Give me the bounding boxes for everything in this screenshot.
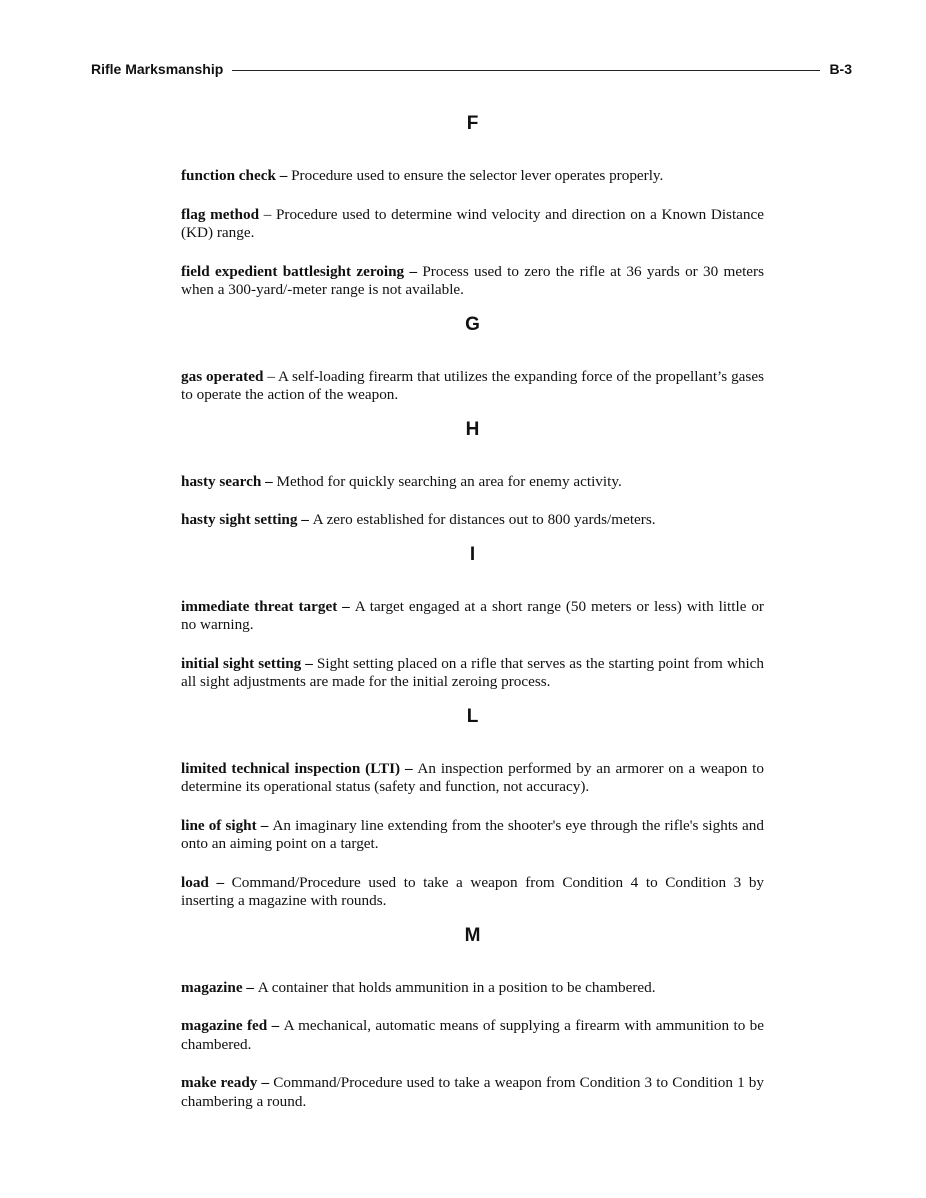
glossary-term: hasty sight setting bbox=[181, 511, 298, 528]
glossary-term: flag method bbox=[181, 205, 260, 223]
glossary-definition: A container that holds ammunition in a position to be chambered. bbox=[257, 978, 656, 996]
glossary-definition: Procedure used to determine wind velocity and direction on a Known Distance (KD) range. bbox=[181, 205, 764, 241]
term-separator: – bbox=[242, 978, 258, 996]
glossary-term: hasty search bbox=[181, 472, 262, 490]
term-separator: – bbox=[256, 816, 273, 834]
term-separator: – bbox=[263, 367, 278, 385]
glossary-entry-load bbox=[181, 874, 764, 911]
section-heading-m: M bbox=[464, 924, 481, 946]
term-separator: – bbox=[337, 597, 355, 615]
glossary-term: field expedient battlesight zeroing bbox=[181, 262, 405, 280]
glossary-definition: Process used to zero the rifle at 36 yards or 30 meters when a 300-yard/-meter range is not available. bbox=[181, 262, 764, 298]
section-heading-h: H bbox=[465, 418, 480, 440]
glossary-entry-line-of-sight bbox=[181, 817, 764, 854]
glossary-definition: Method for quickly searching an area for enemy activity. bbox=[276, 472, 622, 490]
term-separator: – bbox=[400, 759, 418, 777]
glossary-entry-flag-method bbox=[181, 206, 764, 243]
term-separator: – bbox=[267, 1017, 284, 1034]
page-number: B-3 bbox=[829, 61, 852, 77]
glossary-entry-hasty-search bbox=[181, 473, 764, 492]
term-separator: – bbox=[301, 654, 317, 672]
glossary-term: line of sight bbox=[181, 816, 257, 834]
page-header bbox=[91, 60, 852, 78]
glossary-definition: An inspection performed by an armorer on a weapon to determine its operational status (safety and function, not accuracy). bbox=[181, 759, 764, 795]
glossary-term: magazine bbox=[181, 978, 243, 996]
glossary-term: gas operated bbox=[181, 367, 264, 385]
section-heading-l: L bbox=[466, 705, 479, 727]
glossary-term: initial sight setting bbox=[181, 654, 302, 672]
glossary-term: magazine fed bbox=[181, 1017, 268, 1034]
glossary-definition: A target engaged at a short range (50 meters or less) with little or no warning. bbox=[181, 597, 764, 633]
glossary-entry-magazine-fed bbox=[181, 1017, 764, 1054]
glossary-entry-hasty-sight-setting bbox=[181, 511, 764, 530]
glossary-entry-limited-technical-inspection bbox=[181, 760, 764, 797]
glossary-entry-make-ready bbox=[181, 1074, 764, 1111]
glossary-body bbox=[181, 112, 764, 1131]
header-title: Rifle Marksmanship bbox=[91, 61, 224, 77]
term-separator: – bbox=[404, 262, 423, 280]
term-separator: – bbox=[257, 1074, 274, 1091]
glossary-term: load bbox=[181, 873, 209, 891]
glossary-definition: Procedure used to ensure the selector lever operates properly. bbox=[291, 167, 664, 184]
glossary-entry-magazine bbox=[181, 979, 764, 998]
term-separator: – bbox=[297, 511, 313, 528]
glossary-definition: Command/Procedure used to take a weapon from Condition 4 to Condition 3 by inserting a magazine with rounds. bbox=[181, 873, 765, 909]
section-heading-f: F bbox=[466, 113, 479, 134]
term-separator: – bbox=[275, 167, 292, 184]
glossary-entry-immediate-threat-target bbox=[181, 598, 764, 635]
term-separator: – bbox=[208, 873, 232, 891]
header-rule bbox=[232, 70, 820, 71]
glossary-term: function check bbox=[181, 167, 276, 184]
section-heading-i: I bbox=[469, 543, 476, 565]
glossary-term: immediate threat target bbox=[181, 597, 338, 615]
glossary-entry-function-check bbox=[181, 167, 764, 186]
glossary-term: make ready bbox=[181, 1074, 258, 1091]
glossary-entry-field-expedient-battlesight-zeroing bbox=[181, 263, 764, 300]
term-separator: – bbox=[259, 205, 276, 223]
glossary-definition: Sight setting placed on a rifle that serves as the starting point from which all sight adjustments are made for the initial zeroing process. bbox=[181, 654, 764, 690]
glossary-entry-initial-sight-setting bbox=[181, 655, 764, 692]
glossary-definition: A mechanical, automatic means of supplying a firearm with ammunition to be chambered. bbox=[181, 1017, 765, 1053]
glossary-definition: A self-loading firearm that utilizes the expanding force of the propellant’s gases to operate the action of the weapon. bbox=[181, 367, 764, 403]
glossary-entry-gas-operated bbox=[181, 368, 764, 405]
glossary-definition: An imaginary line extending from the shooter's eye through the rifle's sights and onto an aiming point on a target. bbox=[181, 816, 764, 852]
glossary-definition: A zero established for distances out to 800 yards/meters. bbox=[312, 511, 656, 528]
glossary-definition: Command/Procedure used to take a weapon from Condition 3 to Condition 1 by chambering a round. bbox=[181, 1074, 764, 1110]
term-separator: – bbox=[261, 472, 277, 490]
section-heading-g: G bbox=[465, 313, 480, 335]
glossary-term: limited technical inspection (LTI) bbox=[181, 759, 401, 777]
